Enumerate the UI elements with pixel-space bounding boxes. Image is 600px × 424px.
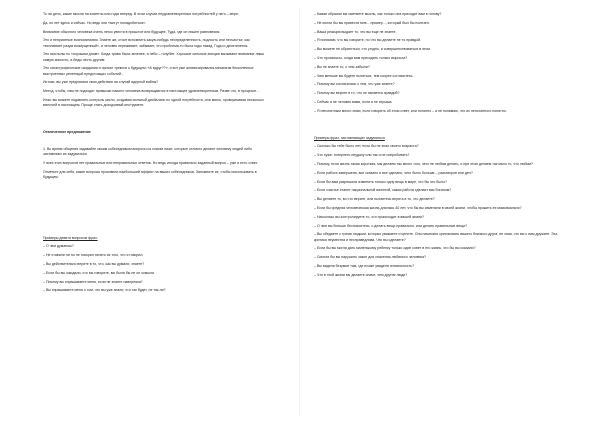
list-item: – Если счастье станет национальной валютой, какая работа сделает вас богатым?: [314, 188, 452, 193]
paragraph: Это катастрофические ожидания и прочие тревоги о будущем: «А вдруг??», и вот уже активизировался механизм бесконечных выстроенных репетиций предстоящих событий…: [43, 66, 254, 76]
paragraph: Итак: вы можете подавлять контроль кисло, создавая сильный дисбаланс по одной потребности, или мягко, проворачивая несколько мелочей в настоящем. Проще стать доходчивый инструмент.: [43, 97, 264, 108]
list-item: – Насколько вы контролируете то, что происходит в вашей жизни?: [314, 214, 424, 219]
list-item: – Я понимаю, что вы говорите, но что вы делаете не то правдой.: [314, 38, 421, 43]
list-item: – Почему вы спрашиваете меня, если не знаете наверняка?: [43, 279, 143, 284]
paragraph: То ли дело, какие мысли на клиенты или годы вперед. В этом случае неудовлетворенных потребностей у него – мере.: [43, 12, 239, 16]
list-item: – О чем вы больше беспокоитесь: о делать вещи правильно, или делать правильные вещи?: [314, 223, 468, 228]
paragraph: Истоки, вы уже предлагали свои действия на случай ядерной войны?: [43, 80, 159, 85]
examples-title: Примеры фраз, заставляющих задуматься: [314, 135, 385, 140]
list-item: – Почему вы согласились с тем, что уже знаете?: [314, 82, 395, 87]
list-item: – Что хуже: потерпеть неудачу или так и не попробовать?: [314, 153, 410, 158]
paragraph: Это мостылы по «хорошим дням». Когда трава была зеленее, а небо – голубее. Хорошие сильные эмоции вызывают внимание лишь самую малость, а беды честь другим.: [43, 52, 265, 62]
list-item: – Сейчас я не человек вами, если я не игрыша.: [314, 99, 393, 104]
list-item: – Я непонятным много знаю, если говорить об этом ответ, или понятно – я не понимаю, что их непонятного понятно.: [314, 108, 507, 113]
left-page: [43, 12, 268, 297]
paragraph: Это и неприятные воспоминания. Знаете же, стоит вспомнить какую-нибудь неопределенность, подлость или несчастье, как «всплывает разум возмущенный», и человек переживает, забывает, что проблема-то была годы назад. Годы и десятилетия.: [43, 38, 250, 48]
list-item: – Не могли бы вы привести мне... пример..., который был бы полезен.: [314, 20, 430, 25]
right-page: [314, 12, 560, 282]
section-title: Отвлеченное предложение: [43, 129, 91, 134]
list-item: – Сколько бы тебе было лет, если бы не знал своего возраста?: [314, 144, 419, 149]
list-item: – Если работа завершена, все сказано и все сделано, чего было больше – разговоров или дел?: [314, 170, 473, 175]
list-item: – О чем думаешь?: [43, 244, 74, 249]
list-item: – Если бы средняя человеческая жизнь длилась 40 лет, что бы вы изменили в своей жизни, чтобы прожить ее максимально?: [314, 205, 522, 210]
paragraph: У всех этих вопросов нет правильных или неправильных ответов. Но ведь иногда правильно заданный вопрос – уже и есть ответ.: [43, 160, 258, 165]
list-item: – Смогли бы вы нарушить закон для спасения любимого человека?: [314, 255, 427, 260]
list-item: – Вы не знаете то, о чем забыли?: [314, 64, 370, 69]
page-divider: [299, 8, 300, 416]
list-item: – Что в этой жизни вы делаете иначе, чем другие люди?: [314, 272, 408, 277]
paragraph: Да, их нет здесь и сейчас. Но ведь они «могут понадобиться».: [43, 20, 147, 25]
list-item: – Не ставили ли ты не говорил ничего из того, что я говорил.: [43, 253, 144, 258]
list-item: – Если бы вы ожидали, что вы говорите, вы были бы не он осмыли.: [43, 270, 155, 275]
paragraph: Отметьте для себя, какие вопросы произвели наибольший эффект на ваших собеседников. Запомните их, чтобы использовать в будущем.: [43, 169, 257, 179]
list-item: – Чем меньше вы будете пытаться, тем скорее согласитесь.: [314, 73, 414, 78]
paragraph: 1. Во время общения задавайте своим собеседником вопросы из списка ниже, которые отлично делают человеку людей либо заставляют их задуматься.: [43, 146, 253, 156]
list-item: – Вы обедаете с тремя людьми, которых уважаете и цените. Они начинают критиковать вашего близкого друга, не зная, что вы с ним дружите. Эта критика неуместна и несправедлива. Что вы сделаете?: [314, 232, 558, 242]
examples-title: Примеры девяти вопросов фраз:: [43, 235, 98, 240]
list-item: – Каким образом вы сменяете мысль, как только она приходит вам в голову?: [314, 12, 442, 16]
list-item: – Если бы вам разрешили изменить только одну вещь в мире, что бы это было?: [314, 179, 447, 184]
list-item: – Почему, если жизнь такая короткая, мы делаем так много того, чего не любим делать, и при этом делаем так мало то, что любим?: [314, 161, 533, 166]
list-item: – Вы делаете то, во что верите, или пытаетесь верить в то, что делаете?: [314, 197, 435, 202]
list-item: – Если бы вы могли дать маленькому ребенку только один совет в его жизнь, что бы вы сказали?: [314, 246, 476, 251]
list-item: – Вы действительно верите в то, что, как вы думали, знаете?: [43, 261, 145, 266]
list-item: – Ваша реакция выдает то, что вы еще не знаете.: [314, 29, 397, 34]
list-item: – Что произошло, когда вам приходить только выросла?: [314, 55, 408, 60]
paragraph: Метод, чтобы, нам не подходят привычки нашего человека возвращаются в настоящее удовлетворенным. Разве что, в процессе…: [43, 89, 260, 94]
list-item: – Вы можете не обратиться, что угодно, и совершенствоваться в этом.: [314, 47, 431, 52]
list-item: – Вы видели безумие там, где позже увидели гениальность?: [314, 263, 414, 268]
paragraph: Внимание обычного человека очень легко увести в прошлое или будущее. Туда, где он лишен равновесия.: [43, 29, 221, 34]
list-item: – Вы спрашиваете меня о том, что вы уже знали, что так будет, не так ли?: [43, 288, 166, 293]
list-item: – Почему вы верите в то, что не является правдой?: [314, 91, 400, 96]
